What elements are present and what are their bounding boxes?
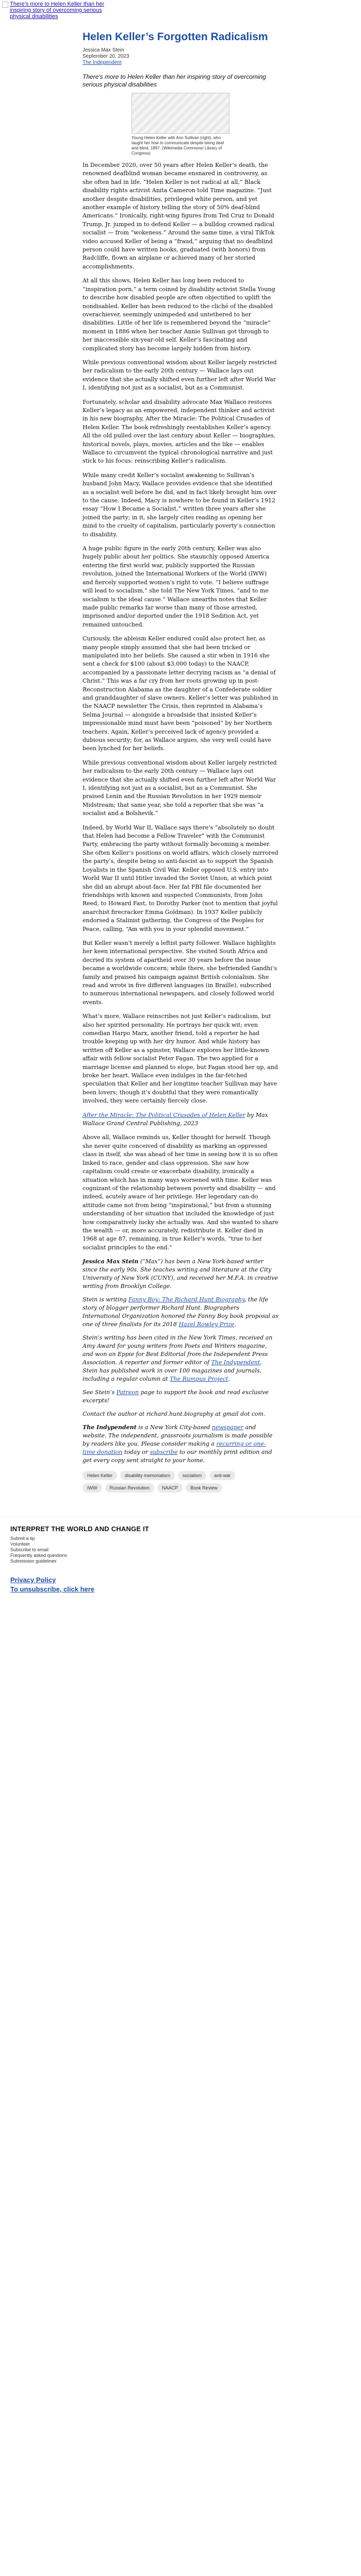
newspaper-link[interactable]: newspaper (211, 1424, 243, 1431)
paragraph-2: At all this shows, Helen Keller has long been reduced to “inspiration porn,” a term coined by disability activist Stella Young to describe how disabled people are often objectified to uplift the nondisabled. Keller has been reduced to the cliché of the disabled overachiever, seemingly unimpeded and untethered to her disabilities. Little of her life is remembered beyond the “miracle” moment in 1886 when her teacher Annie Sullivan got through to her inaccessible six-year-old self. Keller’s fascinating and complicated story has become largely hidden from history. (83, 277, 275, 352)
paragraph-1: In December 2020, over 50 years after Helen Keller’s death, the renowned deafblind woman became ensnared in controversy, as she often had in life. “Helen Keller is not radical at all,” Black disability rights activist Anita Cameron told Time magazine. “Just another despite disabilities, privileged white person, and yet another example of history telling the story of 50% deaf-blind Americans.” Ironically, right-wing figures from Ted Cruz to Donald Trump, Jr. jumped in to defend Keller — a bulldog crowned radical socialist — from “wokeness.” Around the same time, a viral TikTok video accused Keller of being a “fraud,” arguing that no deafblind person could have written books, graduated (with honors) from Radcliffe, flown an airplane or achieved many of her storied accomplishments. (83, 162, 275, 270)
bio-text: and website. The independent, grassroots journalism is made possible by readers like you. Please consider making a (83, 1424, 273, 1448)
tag-helen-keller[interactable]: Helen Keller (83, 1471, 117, 1480)
article-figure (132, 93, 229, 156)
bio-paragraph-2 (83, 1296, 278, 1329)
footer-link-submission-guidelines[interactable]: Submission guidelines (10, 1558, 57, 1564)
paragraph-6: A huge public figure in the early 20th century, Keller was also hugely public about her politics. She staunchly opposed America entering the first world war, publicly supported the Russian revolution, joined the International Workers of the World (IWW) and fiercely supported women’s right to vote. “I believe suffrage will lead to socialism,” she told The New York Times, “and to me socialism is the ideal cause.” Wallace unearths notes that Keller made public remarks far worse than many of those arrested, imprisoned and/or deported under the 1918 Sedition Act, yet remained untouched. (83, 545, 270, 628)
keller-sullivan-photo (132, 93, 229, 134)
hazel-rowley-link[interactable]: Hazel Rowley Prize (178, 1321, 235, 1328)
footer-link-submit-tip[interactable]: Submit a tip (10, 1536, 35, 1541)
fanny-boy-link[interactable]: Fanny Boy: The Richard Hunt Biography (128, 1296, 244, 1303)
patreon-link[interactable]: Patreon (116, 1389, 139, 1396)
bio-text: Stein’s writing has been cited in the New York Times, received an Amy Award for young writers from Poets and Writers magazine, and won an Eppie for Best Editorial from the Independent Press Association. A reporter and former editor of (83, 1334, 273, 1366)
site-footer (0, 1516, 361, 1571)
bio-paragraph-5: Contact the author at richard.hunt.biography at gmail dot com. (83, 1411, 266, 1418)
footer-heading: INTERPRET THE WORLD AND CHANGE IT (10, 1525, 149, 1533)
paragraph-11: What’s more, Wallace reinscribes not just Keller’s radicalism, but also her spirited personality. He portrays her quick wit; even comedian Harpo Marx, another friend, told a reporter he had trouble keeping up with her dry humor. And while history has written off Keller as a spinster, Wallace explores her little-known affair with fellow socialist Peter Fagan. The two applied for a marriage license and planned to elope, but Fagan stood her up, and broke her heart. Wallace even indulges in the far-fetched speculation that Keller and her longtime teacher Sullivan may have been lovers; though it’s doubtful that they were romantically involved, they were certainly fiercely close. (83, 1013, 278, 1105)
bio-text: page to support the book and read exclusive excerpts! (83, 1389, 269, 1404)
bio-paragraph-3 (83, 1334, 278, 1383)
paragraph-10: But Keller wasn’t merely a leftist party follower. Wallace highlights her keen international perspective. She visited South Africa and decried its system of apartheid over 30 years before the issue became a worldwide concern; while there, she befriended Gandhi’s family and praised his campaign against British colonialism. She read and wrote in five different languages (in Braille), subscribed to numerous international newspapers, and closely followed world events. (83, 939, 277, 1006)
rumpus-link[interactable]: The Rumpus Project (170, 1376, 228, 1383)
author-bio (83, 1258, 278, 1465)
article-dek: There's more to Helen Keller than her inspiring story of overcoming serious physical disabilities (83, 73, 266, 88)
paragraph-3: While previous conventional wisdom about Keller largely restricted her radicalism to the early 20th century — Wallace lays out evidence that she actually shifted even further left after World War I, identifying not just as a socialist, but as a Communist. (83, 359, 277, 392)
publication-link[interactable]: The Independent (83, 60, 122, 65)
footer-links (10, 1536, 351, 1564)
bio-text: , Stein has published work in over 100 magazines and journals, including a regular column at (83, 1359, 262, 1383)
tag-iww[interactable]: IWW (83, 1483, 102, 1493)
indypendent-link[interactable]: The Indypendent (211, 1359, 260, 1366)
article-body (83, 161, 278, 1252)
tag-socialism[interactable]: socialism (178, 1471, 206, 1480)
tag-naacp[interactable]: NAACP (157, 1483, 183, 1493)
tag-russian-revolution[interactable]: Russian Revolution (105, 1483, 155, 1493)
indypendent-name: The Indypendent (83, 1424, 137, 1431)
privacy-policy-link[interactable]: Privacy Policy (10, 1576, 56, 1584)
article (83, 31, 278, 1493)
publish-date: September 20, 2023 (83, 54, 129, 59)
book-title-link[interactable]: After the Miracle: The Political Crusades of Helen Keller (83, 1111, 245, 1118)
email-bottom-links (0, 1571, 361, 1604)
paragraph-7: Curiously, the ableism Keller endured could also protect her, as many people simply assumed that she had been tricked or manipulated into her beliefs. She caused a stir when in 1916 she sent a check for $100 (about $3,000 today) to the NAACP, accompanied by a passionate letter decrying racism as “a denial of Christ.” This was a far cry from her roots growing up in post-Reconstruction Alabama as the daughter of a Confederate soldier and granddaughter of slave owners. Keller’s letter was published in the NAACP newsletter The Crisis, then reprinted in Alabama’s Selma Journal — alongside a broadside that insisted Keller’s impressionable mind must have been “poisoned” by her Northern teachers. Again, Keller’s perceived lack of agency provided a dubious security; for, as Wallace argues, she very well could have been lynched for her beliefs. (83, 635, 278, 752)
tag-book-review[interactable]: Book Review (186, 1483, 222, 1493)
bio-text: , the life story of blogger performer Richard Hunt. Biographers International Organization honored the Fanny Boy book proposal as one of three finalists for its 2018 (83, 1296, 278, 1328)
bio-text: Stein is writing (83, 1296, 128, 1303)
byline (83, 47, 278, 66)
broken-image-icon (2, 2, 8, 8)
bio-text: to our monthly print edition and get every copy sent straight to your home. (83, 1449, 272, 1464)
article-headline: Helen Keller’s Forgotten Radicalism (83, 31, 268, 43)
book-credit (83, 1111, 278, 1128)
bio-text: . (234, 1321, 236, 1328)
bio-author-name: Jessica Max Stein (83, 1258, 139, 1265)
tag-disability-memorialism[interactable]: disability memorialism (120, 1471, 175, 1480)
footer-link-faq[interactable]: Frequently asked questions (10, 1553, 68, 1558)
banner-image-alt-link[interactable]: There's more to Helen Keller than her inspiring story of overcoming serious physical disabilities (10, 1, 105, 20)
paragraph-4: Fortunately, scholar and disability advocate Max Wallace restores Keller’s legacy as an empowered, independent thinker and activist in his new biography, After the Miracle: The Political Crusades of Helen Keller. The book refreshingly reestablishes Keller’s agency. All the old pulled over the last century about Keller — biographies, historical novels, plays, movies, articles and the like — enables Wallace to circumvent the typical chronological narrative and just stick to his focus: reinscribing Keller’s radicalism. (83, 398, 276, 465)
tag-anti-war[interactable]: anti-war (209, 1471, 235, 1480)
donation-link[interactable]: recurring or one-time donation (83, 1440, 266, 1456)
author-name: Jessica Max Stein (83, 47, 124, 53)
figure-caption: Young Helen Keller with Ann Sullivan (right), who taught her how to communicate despite being deaf and blind, 1897. (Wikimedia Commons/ Library of Congress) (132, 135, 224, 156)
tag-list (83, 1471, 237, 1493)
bio-text: is a New York City-based (136, 1424, 212, 1431)
bio-text: (“Max”) has been a New York-based writer since the early 90s. She teaches writing and literature at the City University of New York (CUNY), and received her M.F.A. in creative writing from Brooklyn College. (83, 1258, 278, 1290)
bio-text: See Stein’s (83, 1389, 117, 1396)
top-banner-link[interactable] (0, 0, 361, 20)
footer-link-volunteer[interactable]: Volunteer (10, 1541, 30, 1547)
unsubscribe-link[interactable]: To unsubscribe, click here (10, 1585, 95, 1594)
book-publisher: by Max Wallace Grand Central Publishing, 2023 (83, 1111, 268, 1127)
paragraph-9: Indeed, by World War II, Wallace says there’s “absolutely no doubt that Helen had become a Fellow Traveler” with the Communist Party, embracing the party without formally becoming a member. She often Keller’s positions on world affairs, which closely mirrored the party’s, despite being so anti-fascist as to support the Spanish Loyalists in the Spanish Civil War. Keller opposed U.S. entry into World War II until Hitler invaded the Soviet Union, at which point she did an abrupt about-face. Her fat FBI file documented her friendships with known and suspected Communists, from John Reed, to Howard Fast, to Dorothy Parker (not to mention that joyful anarchist firecracker Emma Goldman). In 1937 Keller publicly endorsed a Stalinist gathering, the Congress of the Peoples for Peace, calling, “Am with you in your splendid movement.” (83, 824, 278, 933)
bio-paragraph-1 (83, 1258, 278, 1291)
bio-text: today or (122, 1449, 150, 1456)
bio-text: . (228, 1376, 230, 1383)
footer-link-subscribe-email[interactable]: Subscribe to email (10, 1547, 49, 1553)
paragraph-12: Above all, Wallace reminds us, Keller thought for herself. Though she never quite conceived of disability as marking an oppressed class in itself, she was ahead of her time in seeing how it is so often linked to race, gender and class oppression. She saw how capitalism could create or exacerbate disability, ironically a situation which has in many ways worsened with time. Keller was cognizant of the relationship between poverty and disability — and indeed, acutely aware of her privilege. Her legendary can-do attitude came not from being “inspirational,” but from a stunning understanding of her situation that included the knowledge of just how comparatively lucky she actually was. And she wanted to share the wealth — or, more accurately, redistribute it. Keller died in 1968 at age 87, remaining, in true Keller’s words, “true to her socialist principles to the end.” (83, 1134, 278, 1251)
subscribe-link[interactable]: subscribe (150, 1449, 178, 1456)
bio-paragraph-6 (83, 1423, 278, 1465)
paragraph-5: While many credit Keller’s socialist awakening to Sullivan’s husband John Macy, Wallace provides evidence that she identified as a socialist well before he did, and in fact likely brought him over to the cause. Indeed, Macy is nowhere to be found in Keller’s 1912 essay “How I Became a Socialist,” written three years after she joined the party; in it, she largely cites reading as opening her mind to the cruelty of capitalism, particularly poverty’s connection to disability. (83, 471, 277, 538)
paragraph-8: While previous conventional wisdom about Keller largely restricted her radicalism to the early 20th century — Wallace lays out evidence that she actually shifted even further left after World War I, identifying not just as a socialist, but as a Communist. She praised Lenin and the Russian Revolution in her 1929 memoir Midstream; that same year, she told a reporter that she was “a socialist and a Bolshevik.” (83, 759, 277, 817)
bio-paragraph-4 (83, 1388, 278, 1405)
